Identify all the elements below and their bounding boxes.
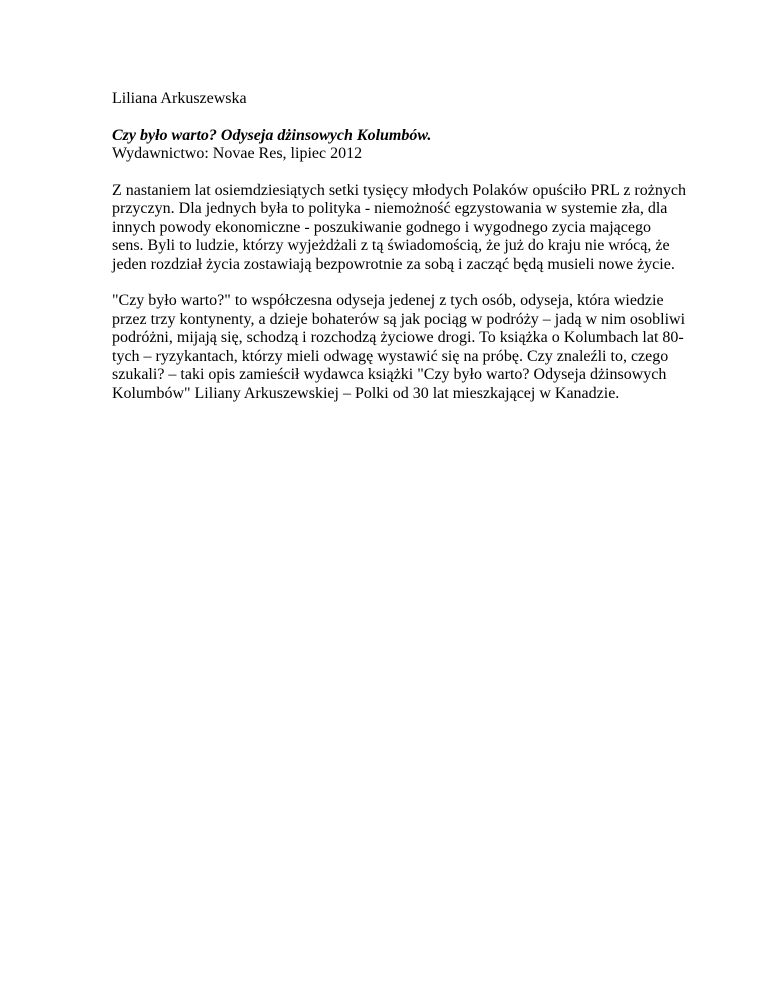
paragraph-line: szukali? – taki opis zamieścił wydawca książki "Czy było warto? Odyseja dżinsowych	[112, 366, 667, 383]
paragraph-line: podróżni, mijają się, schodzą i rozchodzą życiowe drogi. To książka o Kolumbach lat 80-	[112, 329, 684, 346]
paragraph-line: innych powody ekonomiczne - poszukiwanie godnego i wygodnego zycia mającego	[112, 218, 651, 236]
book-title: Czy było warto? Odyseja dżinsowych Kolumbów.	[112, 126, 432, 144]
paragraph-line: przyczyn. Dla jednych była to polityka - niemożność egzystowania w systemie zła, dla	[112, 200, 668, 217]
paragraph-line: tych – ryzykantach, którzy mieli odwagę wystawić się na próbę. Czy znaleźli to, czego	[112, 347, 669, 365]
paragraph-line: sens. Byli to ludzie, którzy wyjeżdżali z tą świadomością, że już do kraju nie wrócą, że	[112, 237, 670, 254]
paragraph-line: Kolumbów" Liliany Arkuszewskiej – Polki od 30 lat mieszkającej w Kanadzie.	[112, 384, 620, 402]
paragraph-line: przez trzy kontynenty, a dzieje bohaterów są jak pociąg w podróży – jadą w nim osobliwi	[112, 310, 686, 328]
paragraph-line: jeden rozdział życia zostawiają bezpowrotnie za sobą i zacząć będą musieli nowe życie.	[112, 255, 675, 273]
paragraph-line: "Czy było warto?" to współczesna odyseja jedenej z tych osób, odyseja, która wiedzie	[112, 292, 664, 309]
document-page	[112, 90, 686, 403]
paragraph-line: Z nastaniem lat osiemdziesiątych setki tysięcy młodych Polaków opuściło PRL z rożnych	[112, 181, 686, 199]
paragraph-intro	[112, 181, 686, 275]
publisher-info: Wydawnictwo: Novae Res, lipiec 2012	[112, 145, 363, 162]
author-name: Liliana Arkuszewska	[112, 90, 247, 107]
paragraph-description	[112, 292, 686, 403]
